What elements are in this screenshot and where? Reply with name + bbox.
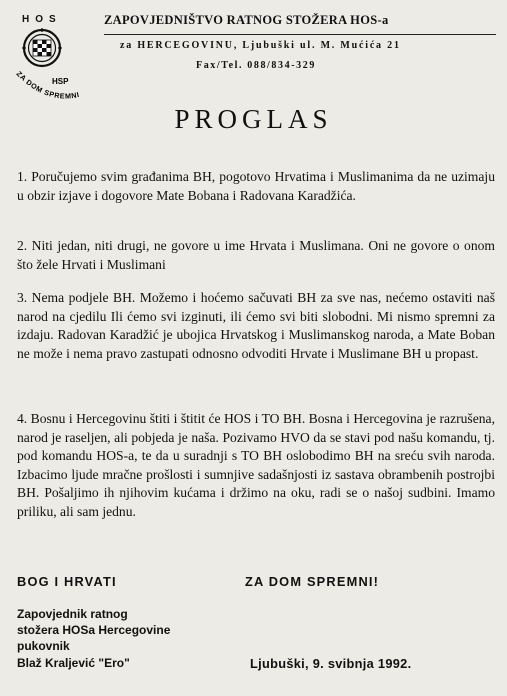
signature-block	[17, 606, 170, 671]
hos-emblem-icon	[12, 26, 108, 110]
letterhead-divider	[104, 34, 496, 35]
document-title: PROGLAS	[174, 104, 333, 134]
signature-line-1: Zapovjednik ratnog	[17, 607, 128, 621]
letterhead-fax-tel: Fax/Tel. 088/834-329	[196, 60, 316, 71]
signature-line-3: pukovnik	[17, 639, 70, 654]
paragraph-1: 1. Poručujemo svim građanima BH, pogotovo Hrvatima i Muslimanima da ne uzimaju u obzir izjave i dogovore Mate Bobana i Radovana Karadžića.	[17, 169, 495, 203]
signature-line-4: Blaž Kraljević "Ero"	[17, 655, 130, 670]
svg-text:ZA DOM SPREMNI	[15, 69, 81, 100]
emblem-top-text: HSP	[52, 77, 69, 86]
slogan-right: ZA DOM SPREMNI!	[245, 574, 380, 589]
paragraph-2: 2. Niti jedan, niti drugi, ne govore u ime Hrvata i Muslimana. Oni ne govore o onom što žele Hrvati i Muslimani	[17, 238, 495, 272]
emblem-motto-text: ZA DOM SPREMNI	[14, 69, 81, 101]
letterhead-org-name: ZAPOVJEDNIŠTVO RATNOG STOŽERA HOS-a	[104, 13, 389, 27]
signature-line-2: stožera HOSa Hercegovine	[17, 623, 171, 638]
place-date: Ljubuški, 9. svibnja 1992.	[250, 656, 412, 671]
paragraph-3: 3. Nema podjele BH. Možemo i hoćemo sačuvati BH za sve nas, nećemo ostaviti naš narod na cjedilu Ili ćemo svi izginuti, ili ćemo svi biti slobodni. Mi nismo spremni za izdaju. Radovan Karadžić je ubojica Hrvatskog i Muslimanskog naroda, a Mate Boban ne može i nema pravo zastupati odnosno odvoditi Hrvate i Muslimane BH u propast.	[17, 290, 495, 361]
hos-label: HOS	[22, 14, 62, 25]
slogan-left: BOG I HRVATI	[17, 574, 117, 589]
letterhead-address: za HERCEGOVINU, Ljubuški ul. M. Mućića 21	[120, 40, 401, 51]
paragraph-4: 4. Bosnu i Hercegovinu štiti i štitit će HOS i TO BH. Bosna i Hercegovina je razrušena, narod je raseljen, ali pobjeda je naša. Pozivamo HVO da se stavi pod našu komandu, tj. pod komandu HOS-a, te da u suradnji s TO BH oslobodimo BH na sreću svih naroda. Izbacimo ljude mračne prošlosti i sumnjive sadašnjosti iz sastava obrambenih postrojbi BH. Pošaljimo ih njihovim kućama i držimo na oku, radi se o našoj sudbini. Imamo priliku, ali sam jednu.	[17, 411, 495, 519]
